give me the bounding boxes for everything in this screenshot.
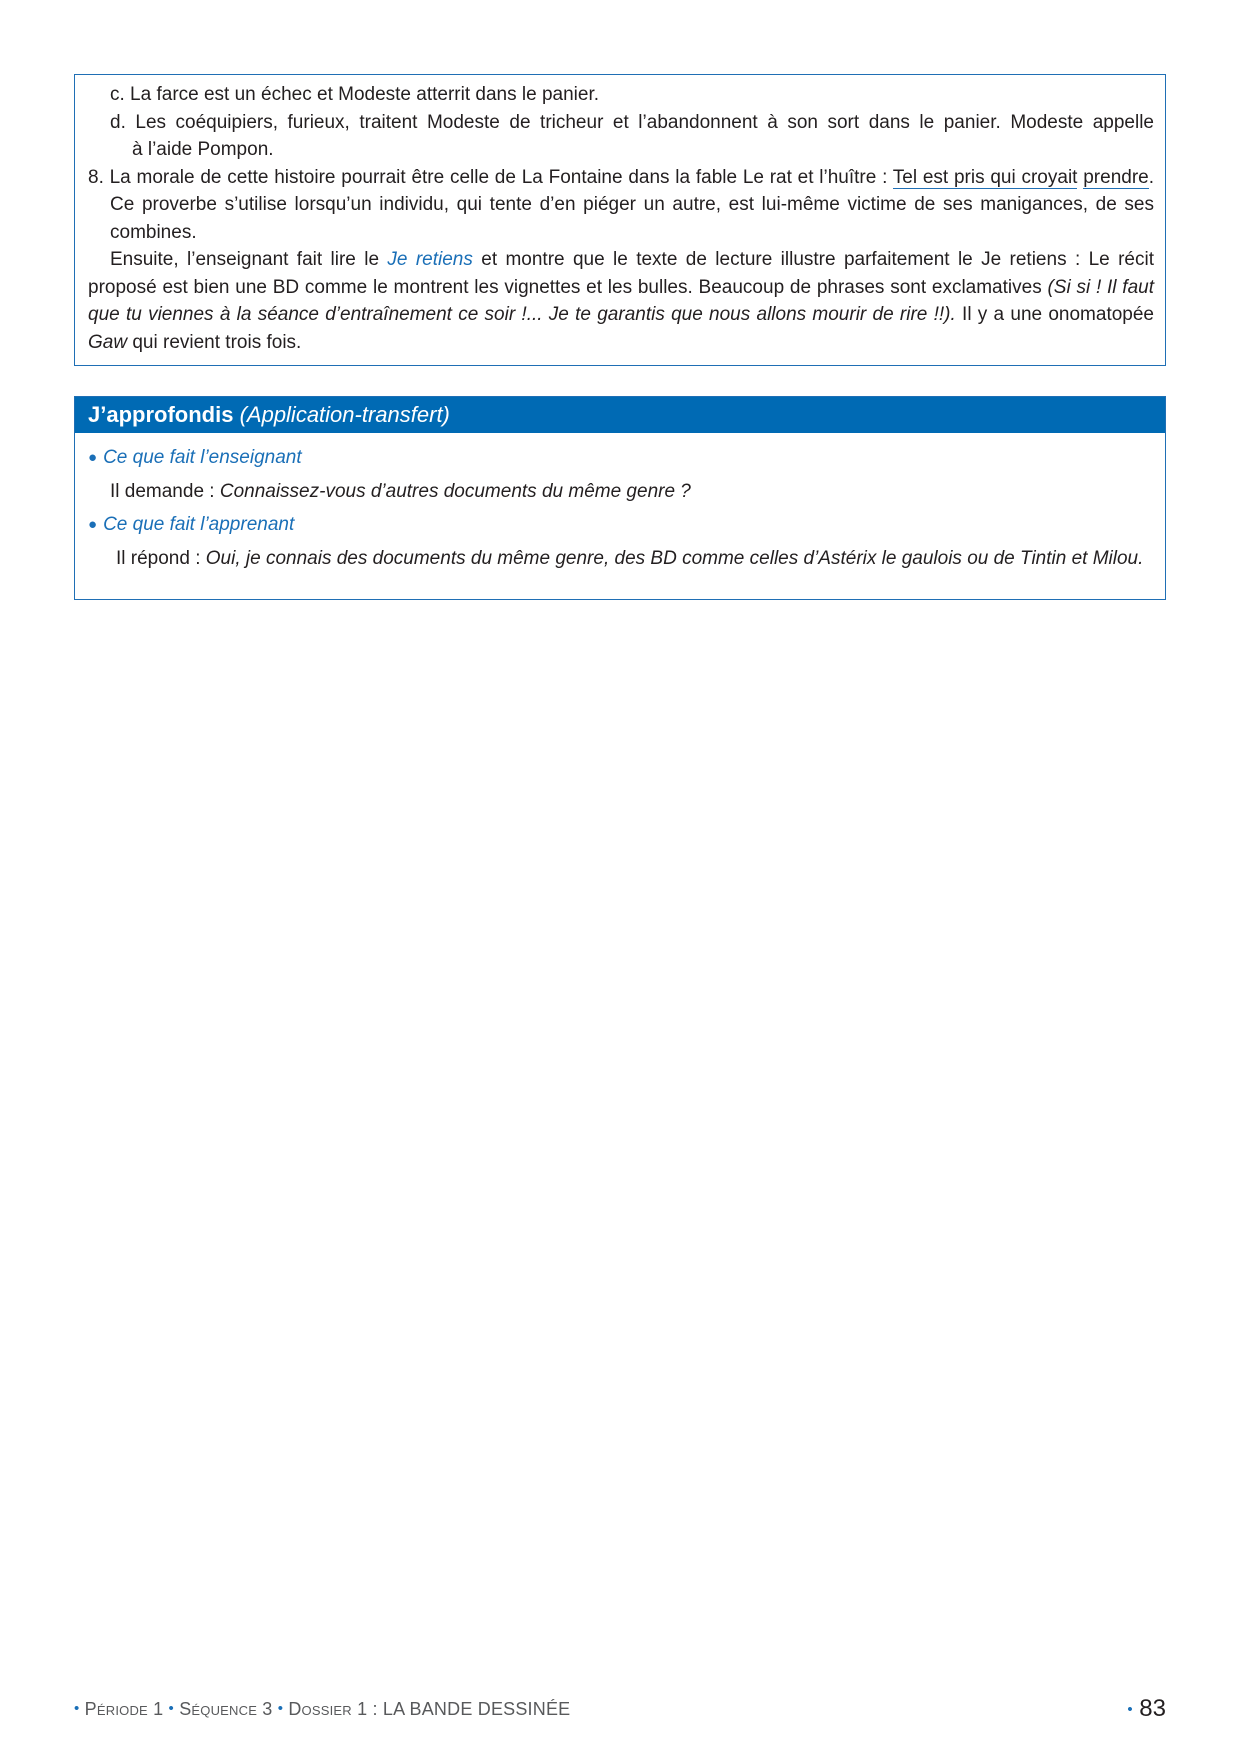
- section-title: J’approfondis: [88, 402, 234, 427]
- bullet-dot-icon: ●: [88, 449, 98, 466]
- teacher-question: [88, 475, 1154, 508]
- teacher-prefix: Il demande :: [110, 481, 220, 502]
- para-end: qui revient trois fois.: [127, 331, 302, 353]
- answer-item-8: [88, 164, 1154, 247]
- page-number: [1127, 1695, 1166, 1723]
- je-retiens-link: Je retiens: [387, 249, 473, 270]
- para-italic-quote: (Si si ! Il faut que tu viennes à la séance d’entraînement ce soir !... Je te garantis que nous allons mourir de rire !!).: [88, 276, 1154, 325]
- item8-text-pre: 8. La morale de cette histoire pourrait être celle de La Fontaine dans la fable Le rat et l’huître :: [88, 166, 893, 188]
- footer-periode: Période 1: [84, 1699, 164, 1719]
- teacher-question-text: Connaissez-vous d’autres documents du même genre ?: [219, 481, 691, 502]
- bullet-dot-icon: •: [1127, 1701, 1133, 1718]
- bullet-teacher: [88, 441, 1154, 475]
- proverb-underlined-2: prendre: [1083, 166, 1149, 188]
- bullet-teacher-label: Ce que fait l’enseignant: [103, 447, 302, 468]
- para-pre: Ensuite, l’enseignant fait lire le: [110, 249, 388, 270]
- learner-answer: [88, 545, 1154, 573]
- answer-item-d-line1: d. Les coéquipiers, furieux, traitent Modeste de tricheur et l’abandonnent à son sort dans le panier. Modeste appelle: [110, 111, 1154, 133]
- answer-item-c: c. La farce est un échec et Modeste atterrit dans le panier.: [110, 84, 599, 105]
- para-mid: et montre que le texte de lecture illustre parfaitement le Je retiens : Le récit proposé est bien une BD comme le montrent les vignettes et les bulles. Beaucoup de phrases sont exclamatives: [88, 249, 1154, 298]
- page-number-text: 83: [1139, 1695, 1166, 1722]
- para-mid2: Il y a une onomatopée: [955, 304, 1154, 325]
- footer-sequence: Séquence 3: [179, 1699, 273, 1719]
- onomatopoeia-gaw: Gaw: [88, 331, 128, 353]
- bullet-learner-label: Ce que fait l’apprenant: [103, 514, 295, 535]
- explanation-paragraph: [88, 246, 1154, 356]
- section-header: [75, 397, 1165, 433]
- bullet-dot-icon: ●: [88, 516, 98, 533]
- section-subtitle: (Application-transfert): [239, 402, 450, 427]
- learner-prefix: Il répond :: [116, 548, 206, 569]
- bullet-dot-icon: •: [74, 1700, 80, 1717]
- answer-item-d-line2: à l’aide Pompon.: [132, 139, 274, 160]
- page-footer: [74, 1695, 1166, 1725]
- text-box-answers: [74, 74, 1166, 366]
- footer-dossier: Dossier 1 : LA BANDE DESSINÉE: [288, 1699, 571, 1719]
- bullet-dot-icon: •: [277, 1700, 284, 1717]
- japprofondis-box: [74, 396, 1166, 600]
- item8-text-post: . Ce proverbe s’utilise lorsqu’un individu, qui tente d’en piéger un autre, est lui-même victime de ses manigances, de ses combines.: [110, 166, 1155, 243]
- bullet-dot-icon: •: [168, 1700, 174, 1717]
- footer-breadcrumb: [74, 1699, 570, 1720]
- proverb-underlined-1: Tel est pris qui croyait: [892, 166, 1078, 188]
- learner-answer-text: Oui, je connais des documents du même genre, des BD comme celles d’Astérix le gaulois ou de Tintin et Milou.: [205, 548, 1144, 569]
- bullet-learner: [88, 508, 1154, 542]
